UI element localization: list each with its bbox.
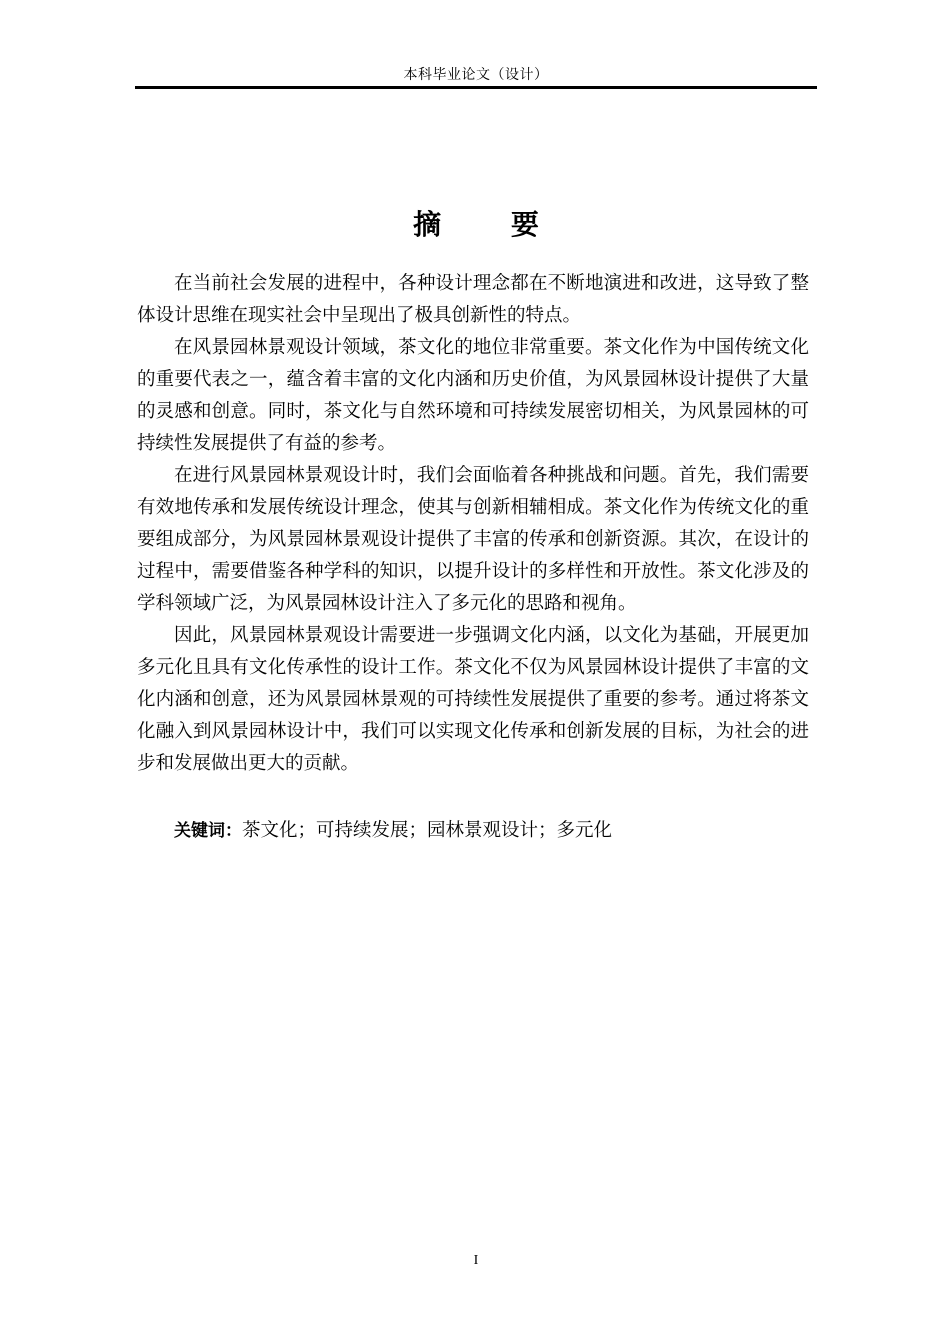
abstract-paragraph-2: 在风景园林景观设计领域，茶文化的地位非常重要。茶文化作为中国传统文化的重要代表之一，蕴含着丰富的文化内涵和历史价值，为风景园林设计提供了大量的灵感和创意。同时，茶文化与自然环境和可持续发展密切相关，为风景园林的可持续性发展提供了有益的参考。 [137,337,809,454]
abstract-paragraph-3: 在进行风景园林景观设计时，我们会面临着各种挑战和问题。首先，我们需要有效地传承和发展传统设计理念，使其与创新相辅相成。茶文化作为传统文化的重要组成部分，为风景园林景观设计提供了丰富的传承和创新资源。其次，在设计的过程中，需要借鉴各种学科的知识，以提升设计的多样性和开放性。茶文化涉及的学科领域广泛，为风景园林设计注入了多元化的思路和视角。 [137,465,809,614]
keywords-line [174,815,814,847]
keywords-label: 关键词： [174,821,242,841]
keywords-list: 茶文化；可持续发展；园林景观设计；多元化 [242,820,613,841]
abstract-body [137,268,809,780]
abstract-paragraph-1: 在当前社会发展的进程中，各种设计理念都在不断地演进和改进，这导致了整体设计思维在现实社会中呈现出了极具创新性的特点。 [137,273,809,326]
abstract-paragraph-4: 因此，风景园林景观设计需要进一步强调文化内涵，以文化为基础，开展更加多元化且具有文化传承性的设计工作。茶文化不仅为风景园林设计提供了丰富的文化内涵和创意，还为风景园林景观的可持续性发展提供了重要的参考。通过将茶文化融入到风景园林设计中，我们可以实现文化传承和创新发展的目标，为社会的进步和发展做出更大的贡献。 [137,625,809,774]
header-rule [135,86,817,89]
abstract-title: 摘 要 [413,208,569,241]
running-header: 本科毕业论文（设计） [403,67,549,83]
page-number: I [473,1253,479,1268]
